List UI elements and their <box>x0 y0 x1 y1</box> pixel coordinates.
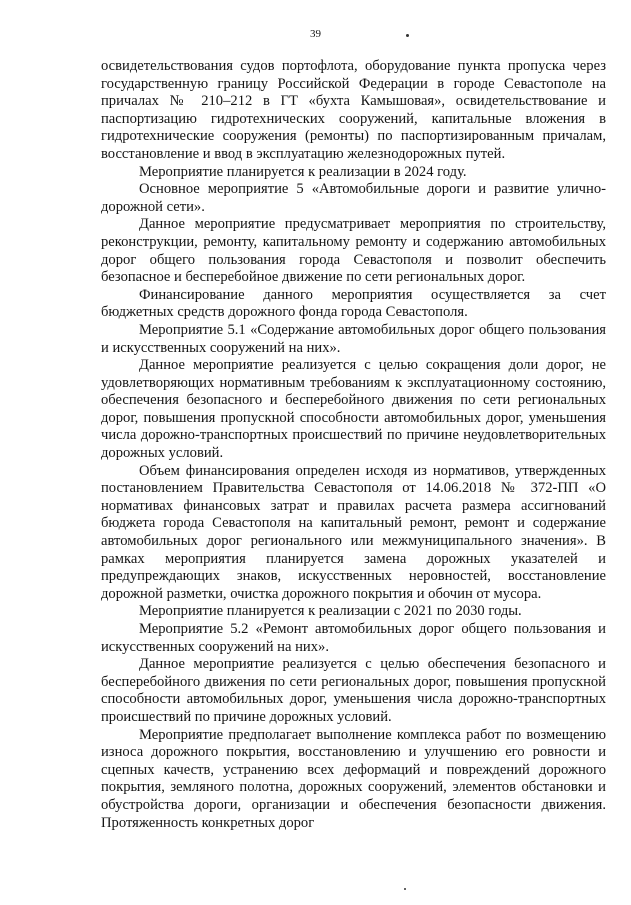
document-body <box>101 58 606 832</box>
paragraph-financing-volume: Объем финансирования определен исходя из нормативов, утвержденных постановлением Правительства Севастополя от 14.06.2018 № 372-ПП «О нормативах финансовых затрат и правилах расчета размера ассигнований бюджета города Севастополя на капитальный ремонт, ремонт и содержание автомобильных дорог регионального или межмуниципального значения». В рамках мероприятия планируется замена дорожных указателей и предупреждающих знаков, искусственных неровностей, восстановление дорожной разметки, очистка дорожного покрытия и обочин от мусора. <box>101 462 606 602</box>
paragraph-activity-5-2: Мероприятие 5.2 «Ремонт автомобильных дорог общего пользования и искусственных сооружений на них». <box>101 621 606 655</box>
paragraph-activity-5-1-goal: Данное мероприятие реализуется с целью сокращения доли дорог, не удовлетворяющих нормативным требованиям к эксплуатационному состоянию, обеспечения безопасного и бесперебойного движения по сети региональных дорог, повышения пропускной способности автомобильных дорог, уменьшения числа дорожно-транспортных происшествий по причине неудовлетворительных дорожных условий. <box>101 357 606 462</box>
page-number: 39 <box>310 28 321 40</box>
paragraph-implementation-2024: Мероприятие планируется к реализации в 2024 году. <box>139 163 467 180</box>
paragraph-main-activity-5: Основное мероприятие 5 «Автомобильные дороги и развитие улично-дорожной сети». <box>101 181 606 215</box>
paragraph-works-complex: Мероприятие предполагает выполнение комплекса работ по возмещению износа дорожного покрытия, восстановлению и улучшению его ровности и сцепных качеств, устранению всех деформаций и повреждений дорожного покрытия, земляного полотна, дорожных сооружений, элементов обстановки и обустройства дороги, организации и обеспечения безопасности движения. Протяженность конкретных дорог <box>101 726 606 831</box>
paragraph-financing: Финансирование данного мероприятия осуществляется за счет бюджетных средств дорожного фонда города Севастополя. <box>101 286 606 321</box>
paragraph-activity-5-1: Мероприятие 5.1 «Содержание автомобильных дорог общего пользования и искусственных сооружений на них». <box>101 321 606 356</box>
scan-speck <box>406 34 409 37</box>
paragraph-implementation-2021-2030: Мероприятие планируется к реализации с 2021 по 2030 годы. <box>139 603 522 620</box>
paragraph-activity-description: Данное мероприятие предусматривает мероприятия по строительству, реконструкции, ремонту, капитальному ремонту и содержанию автомобильных дорог общего пользования города Севастополя и позволит обеспечить безопасное и бесперебойное движение по сети региональных дорог. <box>101 216 606 286</box>
paragraph-activity-5-2-goal: Данное мероприятие реализуется с целью обеспечения безопасного и бесперебойного движения по сети региональных дорог, повышения пропускной способности автомобильных дорог, уменьшения числа дорожно-транспортных происшествий по причине дорожных условий. <box>101 656 606 725</box>
paragraph-continuation: освидетельствования судов портофлота, оборудование пункта пропуска через государственную границу Российской Федерации в городе Севастополе на причалах № 210–212 в ГТ «бухта Камышовая», освидетельствование и паспортизацию гидротехнических сооружений, капитальные вложения в гидротехнические сооружения (ремонты) по паспортизированным причалам, восстановление и ввод в эксплуатацию железнодорожных путей. <box>101 58 606 162</box>
scan-speck <box>404 888 406 890</box>
